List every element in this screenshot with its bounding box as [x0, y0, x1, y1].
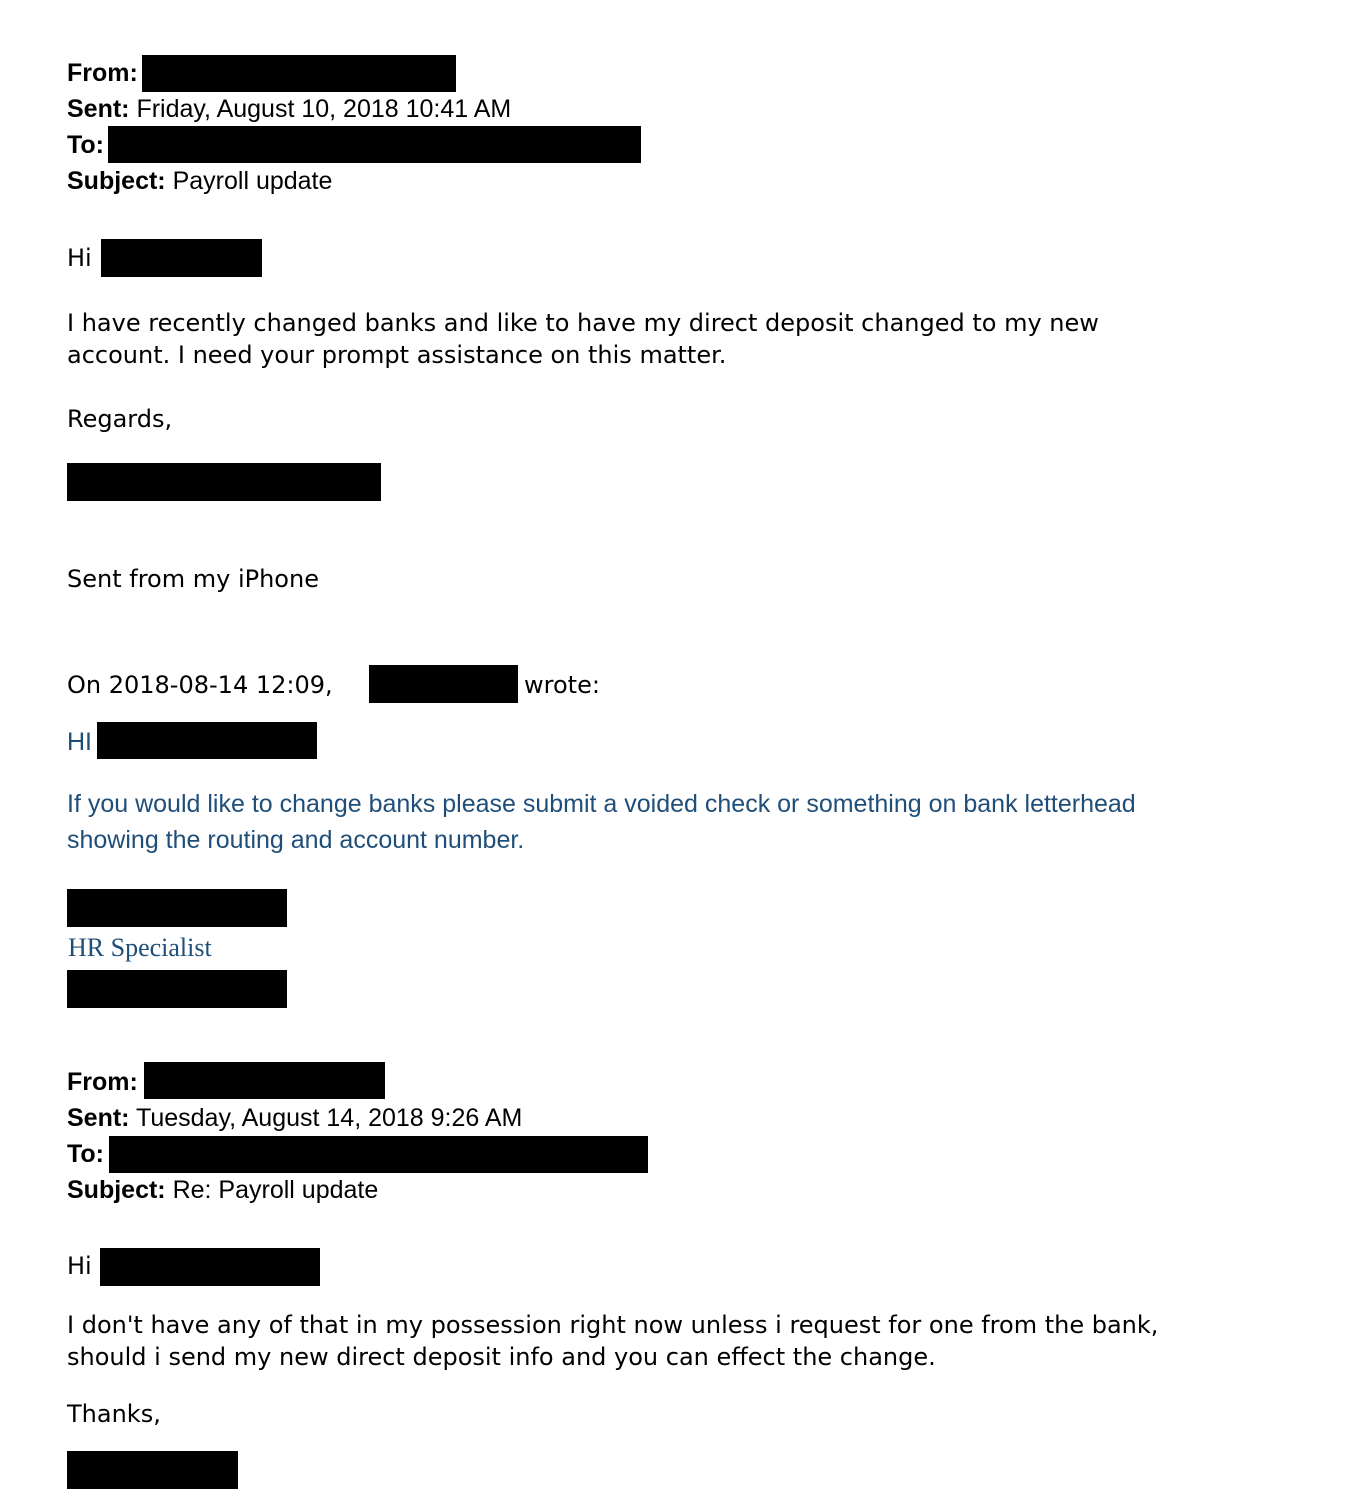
- sent-label: Sent:: [67, 95, 130, 123]
- email1-closing: Regards,: [67, 405, 173, 433]
- email2-sent-line: [67, 1100, 522, 1136]
- email1-greeting: Hi: [67, 244, 92, 272]
- redacted-recipient: [108, 126, 641, 163]
- email2-from-line: [67, 1064, 138, 1100]
- sent-value: Tuesday, August 14, 2018 9:26 AM: [136, 1104, 523, 1132]
- email1-body-line2: account. I need your prompt assistance on this matter.: [67, 341, 727, 369]
- to-label: To:: [67, 1140, 105, 1168]
- email2-subject-line: [67, 1172, 378, 1208]
- quote-attribution-suffix: wrote:: [524, 671, 600, 699]
- email2-closing: Thanks,: [67, 1400, 161, 1428]
- email1-to-line: [67, 127, 104, 163]
- redacted-quote-greeting-name: [97, 722, 317, 759]
- redacted-sender: [144, 1062, 385, 1099]
- email1-body-line1: I have recently changed banks and like to have my direct deposit changed to my new: [67, 309, 1099, 337]
- quote-greeting: HI: [67, 728, 92, 756]
- quote-attribution: [67, 669, 333, 701]
- quote-body-line2: showing the routing and account number.: [67, 826, 525, 854]
- subject-label: Subject:: [67, 1176, 166, 1204]
- sent-label: Sent:: [67, 1104, 130, 1132]
- quote-attribution-prefix: On 2018-08-14 12:09,: [67, 671, 333, 699]
- email1-mobile-signature: Sent from my iPhone: [67, 565, 319, 593]
- subject-label: Subject:: [67, 167, 166, 195]
- redacted-hr-name: [67, 889, 287, 927]
- redacted-recipient: [109, 1136, 648, 1173]
- redacted-hr-contact: [67, 970, 287, 1008]
- redacted-sender: [142, 55, 456, 92]
- from-label: From:: [67, 59, 138, 87]
- email1-subject-line: [67, 163, 332, 199]
- email1-from-line: [67, 55, 138, 91]
- redacted-greeting-name: [100, 1248, 320, 1286]
- email2-greeting: Hi: [67, 1252, 92, 1280]
- subject-value: Re: Payroll update: [172, 1176, 379, 1204]
- redacted-signature: [67, 463, 381, 501]
- subject-value: Payroll update: [172, 167, 333, 195]
- quote-body-line1: If you would like to change banks please submit a voided check or something on bank letterhead: [67, 790, 1136, 818]
- email2-body-line2: should i send my new direct deposit info and you can effect the change.: [67, 1343, 936, 1371]
- redacted-signature: [67, 1451, 238, 1489]
- sent-value: Friday, August 10, 2018 10:41 AM: [136, 95, 512, 123]
- redacted-quote-author: [369, 665, 518, 703]
- from-label: From:: [67, 1068, 138, 1096]
- redacted-greeting-name: [101, 239, 262, 277]
- email2-body-line1: I don't have any of that in my possession right now unless i request for one from the bank,: [67, 1311, 1159, 1339]
- hr-title: HR Specialist: [68, 933, 212, 962]
- email1-sent-line: [67, 91, 511, 127]
- to-label: To:: [67, 131, 105, 159]
- email2-to-line: [67, 1136, 104, 1172]
